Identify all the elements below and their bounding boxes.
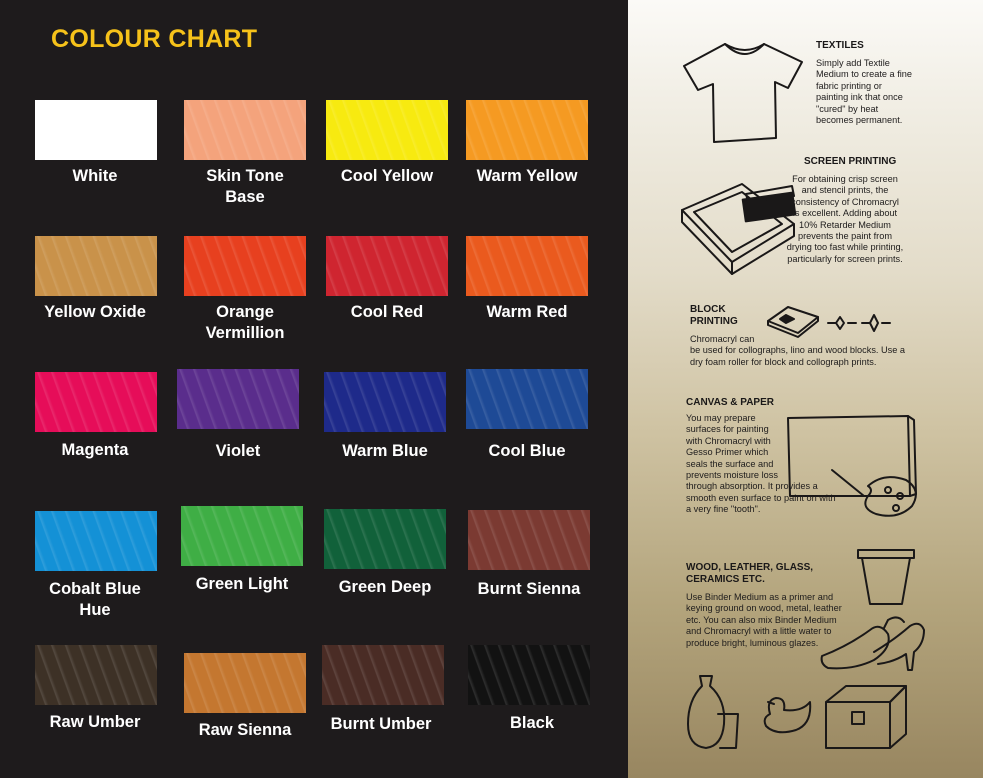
swatch-white (35, 100, 157, 160)
label-warm-blue: Warm Blue (342, 442, 428, 460)
textiles-text: Simply add Textile Medium to create a fine fabric printing or painting ink that once "cured" by heat becomes permanent. (816, 58, 913, 126)
label-violet: Violet (215, 442, 261, 460)
swatch-orange-vermillion (184, 236, 306, 296)
swatch-black (468, 645, 590, 705)
label-green-deep: Green Deep (338, 578, 432, 596)
label-magenta: Magenta (61, 441, 129, 459)
label-white: White (72, 167, 118, 185)
vase-duck-chest-icon (684, 670, 954, 754)
swatch-green-deep (324, 509, 446, 569)
swatch-burnt-umber (322, 645, 444, 705)
swatch-warm-blue (324, 372, 446, 432)
swatch-warm-yellow (466, 100, 588, 160)
shoes-icon (818, 612, 928, 674)
techniques-panel (628, 0, 983, 778)
swatch-raw-sienna (184, 653, 306, 713)
label-burnt-umber: Burnt Umber (330, 715, 432, 733)
label-raw-sienna: Raw Sienna (198, 721, 292, 739)
label-cobalt-blue-hue: Cobalt Blue Hue (49, 580, 141, 619)
swatch-cobalt-blue-hue (35, 511, 157, 571)
swatch-burnt-sienna (468, 510, 590, 570)
wood-leather-title: WOOD, LEATHER, GLASS, CERAMICS ETC. (686, 562, 814, 585)
label-burnt-sienna: Burnt Sienna (477, 580, 581, 598)
label-skin-tone-base: Skin Tone Base (206, 167, 284, 206)
label-raw-umber: Raw Umber (49, 713, 141, 731)
swatch-violet (177, 369, 299, 429)
swatch-raw-umber (35, 645, 157, 705)
canvas-paper-title: CANVAS & PAPER (686, 397, 774, 408)
screen-printing-title: SCREEN PRINTING (804, 156, 897, 167)
swatch-magenta (35, 372, 157, 432)
chart-title: COLOUR CHART (51, 25, 258, 53)
label-green-light: Green Light (195, 575, 289, 593)
label-warm-yellow: Warm Yellow (476, 167, 578, 185)
label-black: Black (509, 714, 555, 732)
swatch-yellow-oxide (35, 236, 157, 296)
label-cool-blue: Cool Blue (488, 442, 566, 460)
label-yellow-oxide: Yellow Oxide (44, 303, 146, 321)
wood-leather-text: Use Binder Medium as a primer and keying ground on wood, metal, leather etc. You can also mix Binder Medium and Chromacryl with a little water to produce bright, luminous glazes. (686, 592, 842, 648)
flower-pot-icon (854, 546, 918, 608)
label-cool-red: Cool Red (350, 303, 424, 321)
block-printing-text: Chromacryl can be used for collographs, lino and wood blocks. Use a dry foam roller for block and collograph prints. (690, 334, 906, 367)
swatch-warm-red (466, 236, 588, 296)
screen-printing-text: For obtaining crisp screen and stencil prints, the consistency of Chromacryl is excellent. Adding about 10% Retarder Medium prevents the paint from drying too fast while printing, particularly for screen prints. (786, 174, 904, 264)
canvas-paper-text: You may prepare surfaces for painting with Chromacryl with Gesso Primer which seals the surface and prevents moisture loss through absorption. It provides a smooth even surface to paint on with a very fine "tooth". (686, 413, 836, 515)
swatch-green-light (181, 506, 303, 566)
label-cool-yellow: Cool Yellow (340, 167, 434, 185)
swatch-cool-red (326, 236, 448, 296)
t-shirt-icon (680, 38, 810, 148)
block-printing-title: BLOCK PRINTING (690, 304, 738, 327)
textiles-title: TEXTILES (816, 40, 864, 51)
label-warm-red: Warm Red (486, 303, 568, 321)
swatch-cool-yellow (326, 100, 448, 160)
swatch-skin-tone-base (184, 100, 306, 160)
swatch-cool-blue (466, 369, 588, 429)
label-orange-vermillion: Orange Vermillion (205, 303, 285, 342)
